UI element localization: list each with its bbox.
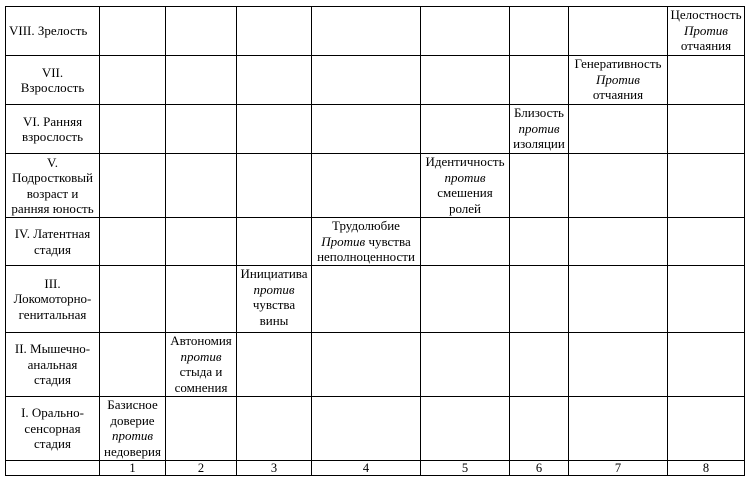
empty-cell bbox=[421, 105, 510, 154]
crisis-opposite: недоверия bbox=[104, 443, 161, 459]
empty-cell bbox=[668, 154, 745, 218]
empty-cell bbox=[100, 266, 166, 333]
crisis-cell bbox=[421, 154, 510, 218]
empty-cell bbox=[166, 218, 237, 266]
crisis-opposite: смешения bbox=[437, 185, 493, 200]
empty-cell bbox=[166, 154, 237, 218]
stage-label: V. Подростковый возраст и ранняя юность bbox=[6, 154, 100, 218]
crisis-virtue: доверие bbox=[110, 412, 155, 428]
empty-cell bbox=[569, 333, 668, 397]
crisis-cell bbox=[312, 218, 421, 266]
crisis-cell bbox=[237, 266, 312, 333]
crisis-opposite: ролей bbox=[448, 200, 482, 216]
empty-cell bbox=[569, 266, 668, 333]
column-number: 1 bbox=[100, 461, 166, 476]
crisis-opposite: стыда и bbox=[179, 364, 223, 379]
crisis-opposite: чувства bbox=[368, 233, 411, 249]
empty-cell bbox=[668, 218, 745, 266]
crisis-virtue: Идентичность bbox=[425, 154, 505, 169]
empty-cell bbox=[569, 7, 668, 56]
column-number-row bbox=[6, 461, 745, 476]
crisis-opposite: изоляции bbox=[513, 136, 565, 151]
empty-cell bbox=[166, 397, 237, 461]
empty-cell bbox=[6, 461, 100, 476]
column-number: 5 bbox=[421, 461, 510, 476]
crisis-versus: Против bbox=[321, 233, 366, 249]
table-row bbox=[6, 105, 745, 154]
crisis-opposite: отчаяния bbox=[592, 87, 644, 102]
table-row bbox=[6, 333, 745, 397]
empty-cell bbox=[237, 7, 312, 56]
crisis-virtue: Инициатива bbox=[240, 266, 308, 281]
crisis-versus: против bbox=[518, 120, 560, 136]
crisis-cell bbox=[100, 397, 166, 461]
stage-label: I. Орально- сенсорная стадия bbox=[6, 397, 100, 461]
empty-cell bbox=[421, 333, 510, 397]
crisis-cell bbox=[569, 56, 668, 105]
stage-label: VII. Взрослость bbox=[6, 56, 100, 105]
empty-cell bbox=[312, 397, 421, 461]
empty-cell bbox=[510, 266, 569, 333]
empty-cell bbox=[312, 7, 421, 56]
stage-label: VI. Ранняя взрослость bbox=[6, 105, 100, 154]
stage-label: VIII. Зрелость bbox=[6, 7, 100, 56]
empty-cell bbox=[100, 218, 166, 266]
crisis-virtue: Близость bbox=[513, 105, 564, 120]
empty-cell bbox=[237, 105, 312, 154]
empty-cell bbox=[510, 218, 569, 266]
empty-cell bbox=[421, 218, 510, 266]
column-number: 8 bbox=[668, 461, 745, 476]
empty-cell bbox=[421, 7, 510, 56]
empty-cell bbox=[100, 105, 166, 154]
empty-cell bbox=[668, 397, 745, 461]
column-number: 4 bbox=[312, 461, 421, 476]
crisis-opposite: чувства bbox=[252, 297, 296, 312]
erikson-stages-table bbox=[5, 6, 745, 476]
crisis-versus: против bbox=[180, 348, 222, 364]
empty-cell bbox=[312, 154, 421, 218]
empty-cell bbox=[569, 397, 668, 461]
empty-cell bbox=[510, 154, 569, 218]
crisis-versus: Против bbox=[684, 22, 728, 38]
empty-cell bbox=[312, 333, 421, 397]
table-row bbox=[6, 218, 745, 266]
empty-cell bbox=[569, 218, 668, 266]
crisis-cell bbox=[510, 105, 569, 154]
empty-cell bbox=[237, 218, 312, 266]
empty-cell bbox=[569, 154, 668, 218]
empty-cell bbox=[166, 105, 237, 154]
stage-label: II. Мышечно- анальная стадия bbox=[6, 333, 100, 397]
empty-cell bbox=[668, 266, 745, 333]
column-number: 6 bbox=[510, 461, 569, 476]
column-number: 3 bbox=[237, 461, 312, 476]
empty-cell bbox=[668, 56, 745, 105]
empty-cell bbox=[100, 154, 166, 218]
stage-label: IV. Латентная стадия bbox=[6, 218, 100, 266]
empty-cell bbox=[312, 56, 421, 105]
empty-cell bbox=[510, 397, 569, 461]
empty-cell bbox=[166, 266, 237, 333]
crisis-virtue: Трудолюбие bbox=[332, 218, 400, 233]
empty-cell bbox=[237, 56, 312, 105]
crisis-virtue: Автономия bbox=[170, 333, 232, 348]
empty-cell bbox=[100, 56, 166, 105]
empty-cell bbox=[312, 266, 421, 333]
empty-cell bbox=[237, 397, 312, 461]
empty-cell bbox=[100, 333, 166, 397]
crisis-virtue: Генеративность bbox=[574, 56, 662, 71]
empty-cell bbox=[421, 56, 510, 105]
crisis-versus: против bbox=[253, 281, 295, 297]
empty-cell bbox=[166, 7, 237, 56]
crisis-virtue: Целостность bbox=[670, 7, 742, 22]
crisis-opposite: неполноценности bbox=[317, 249, 415, 264]
crisis-versus: против bbox=[444, 169, 486, 185]
crisis-versus: против bbox=[111, 428, 154, 443]
column-number: 2 bbox=[166, 461, 237, 476]
table-row bbox=[6, 56, 745, 105]
empty-cell bbox=[510, 56, 569, 105]
empty-cell bbox=[421, 266, 510, 333]
crisis-opposite: сомнения bbox=[174, 379, 228, 395]
crisis-cell bbox=[166, 333, 237, 397]
crisis-virtue: Базисное bbox=[107, 397, 158, 412]
empty-cell bbox=[166, 56, 237, 105]
crisis-versus: Против bbox=[596, 71, 640, 87]
empty-cell bbox=[668, 333, 745, 397]
table-row bbox=[6, 7, 745, 56]
stage-label: III. Локомоторно- генитальная bbox=[6, 266, 100, 333]
empty-cell bbox=[569, 105, 668, 154]
crisis-cell bbox=[668, 7, 745, 56]
table-row bbox=[6, 154, 745, 218]
empty-cell bbox=[668, 105, 745, 154]
empty-cell bbox=[237, 154, 312, 218]
empty-cell bbox=[237, 333, 312, 397]
crisis-opposite: вины bbox=[259, 312, 289, 328]
empty-cell bbox=[510, 7, 569, 56]
empty-cell bbox=[510, 333, 569, 397]
empty-cell bbox=[312, 105, 421, 154]
crisis-opposite: отчаяния bbox=[680, 38, 732, 53]
empty-cell bbox=[421, 397, 510, 461]
table-row bbox=[6, 397, 745, 461]
empty-cell bbox=[100, 7, 166, 56]
column-number: 7 bbox=[569, 461, 668, 476]
table-row bbox=[6, 266, 745, 333]
